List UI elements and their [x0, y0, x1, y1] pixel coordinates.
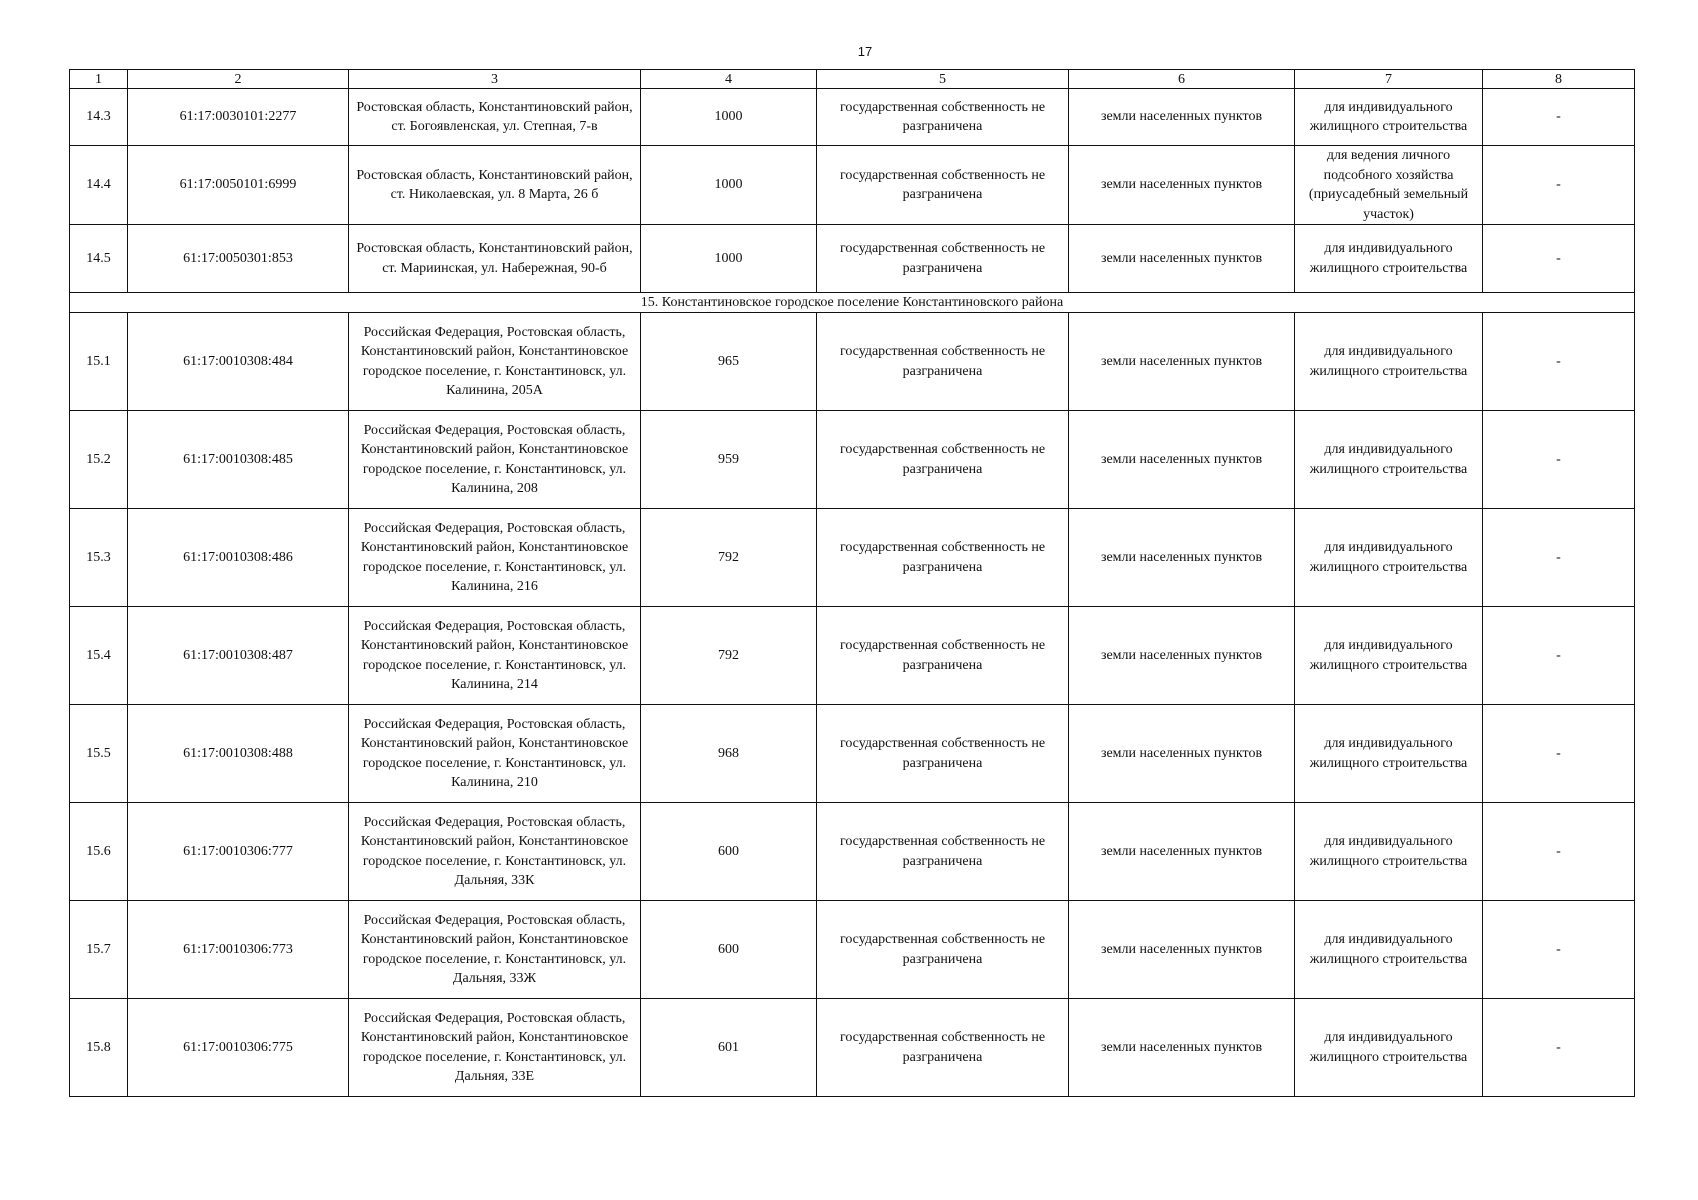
note: - [1483, 146, 1635, 225]
land-category: земли населенных пунктов [1069, 607, 1295, 705]
area: 600 [641, 803, 817, 901]
ownership: государственная собственность не разграничена [817, 225, 1069, 293]
permitted-use: для индивидуального жилищного строительства [1295, 999, 1483, 1097]
address: Российская Федерация, Ростовская область, Константиновский район, Константиновское городское поселение, г. Константиновск, ул. Дальняя, 33Ж [349, 901, 641, 999]
address: Ростовская область, Константиновский район, ст. Николаевская, ул. 8 Марта, 26 б [349, 146, 641, 225]
land-category: земли населенных пунктов [1069, 146, 1295, 225]
ownership: государственная собственность не разграничена [817, 901, 1069, 999]
address: Российская Федерация, Ростовская область, Константиновский район, Константиновское городское поселение, г. Константиновск, ул. Калинина, 216 [349, 509, 641, 607]
cadastral-number: 61:17:0010308:486 [128, 509, 349, 607]
table-row [70, 901, 1635, 999]
address: Российская Федерация, Ростовская область, Константиновский район, Константиновское городское поселение, г. Константиновск, ул. Калинина, 210 [349, 705, 641, 803]
ownership: государственная собственность не разграничена [817, 999, 1069, 1097]
permitted-use: для индивидуального жилищного строительства [1295, 411, 1483, 509]
column-number: 3 [349, 70, 641, 89]
area: 600 [641, 901, 817, 999]
ownership: государственная собственность не разграничена [817, 313, 1069, 411]
ownership: государственная собственность не разграничена [817, 411, 1069, 509]
table-row [70, 803, 1635, 901]
area: 601 [641, 999, 817, 1097]
cadastral-number: 61:17:0010308:488 [128, 705, 349, 803]
address: Ростовская область, Константиновский район, ст. Богоявленская, ул. Степная, 7-в [349, 89, 641, 146]
table-row [70, 411, 1635, 509]
permitted-use: для индивидуального жилищного строительства [1295, 705, 1483, 803]
area: 965 [641, 313, 817, 411]
table-row [70, 313, 1635, 411]
table-row [70, 705, 1635, 803]
cadastral-number: 61:17:0010308:484 [128, 313, 349, 411]
table-row [70, 89, 1635, 146]
address: Российская Федерация, Ростовская область, Константиновский район, Константиновское городское поселение, г. Константиновск, ул. Калинина, 214 [349, 607, 641, 705]
ownership: государственная собственность не разграничена [817, 146, 1069, 225]
row-number: 15.6 [70, 803, 128, 901]
permitted-use: для индивидуального жилищного строительства [1295, 803, 1483, 901]
area: 1000 [641, 146, 817, 225]
row-number: 14.3 [70, 89, 128, 146]
land-category: земли населенных пунктов [1069, 89, 1295, 146]
section-header-row [70, 293, 1635, 313]
permitted-use: для индивидуального жилищного строительства [1295, 607, 1483, 705]
area: 792 [641, 607, 817, 705]
land-plots-table [69, 69, 1635, 1097]
note: - [1483, 901, 1635, 999]
ownership: государственная собственность не разграничена [817, 803, 1069, 901]
permitted-use: для индивидуального жилищного строительства [1295, 225, 1483, 293]
permitted-use: для индивидуального жилищного строительства [1295, 89, 1483, 146]
land-category: земли населенных пунктов [1069, 901, 1295, 999]
column-number: 1 [70, 70, 128, 89]
row-number: 15.2 [70, 411, 128, 509]
land-category: земли населенных пунктов [1069, 225, 1295, 293]
column-number: 4 [641, 70, 817, 89]
cadastral-number: 61:17:0010306:775 [128, 999, 349, 1097]
row-number: 15.8 [70, 999, 128, 1097]
land-category: земли населенных пунктов [1069, 313, 1295, 411]
column-number: 7 [1295, 70, 1483, 89]
note: - [1483, 509, 1635, 607]
column-number: 2 [128, 70, 349, 89]
cadastral-number: 61:17:0010308:485 [128, 411, 349, 509]
note: - [1483, 999, 1635, 1097]
cadastral-number: 61:17:0030101:2277 [128, 89, 349, 146]
row-number: 15.5 [70, 705, 128, 803]
land-category: земли населенных пунктов [1069, 705, 1295, 803]
cadastral-number: 61:17:0010308:487 [128, 607, 349, 705]
address: Российская Федерация, Ростовская область, Константиновский район, Константиновское городское поселение, г. Константиновск, ул. Калинина, 205А [349, 313, 641, 411]
land-category: земли населенных пунктов [1069, 509, 1295, 607]
row-number: 14.5 [70, 225, 128, 293]
table-row [70, 607, 1635, 705]
row-number: 15.4 [70, 607, 128, 705]
row-number: 15.1 [70, 313, 128, 411]
note: - [1483, 313, 1635, 411]
area: 1000 [641, 225, 817, 293]
ownership: государственная собственность не разграничена [817, 509, 1069, 607]
row-number: 15.3 [70, 509, 128, 607]
note: - [1483, 607, 1635, 705]
permitted-use: для индивидуального жилищного строительства [1295, 313, 1483, 411]
row-number: 15.7 [70, 901, 128, 999]
table-row [70, 225, 1635, 293]
ownership: государственная собственность не разграничена [817, 607, 1069, 705]
note: - [1483, 803, 1635, 901]
cadastral-number: 61:17:0010306:777 [128, 803, 349, 901]
ownership: государственная собственность не разграничена [817, 89, 1069, 146]
page-number: 17 [857, 44, 873, 59]
permitted-use: для индивидуального жилищного строительства [1295, 901, 1483, 999]
address: Ростовская область, Константиновский район, ст. Мариинская, ул. Набережная, 90-б [349, 225, 641, 293]
row-number: 14.4 [70, 146, 128, 225]
permitted-use: для индивидуального жилищного строительства [1295, 509, 1483, 607]
column-number: 8 [1483, 70, 1635, 89]
address: Российская Федерация, Ростовская область, Константиновский район, Константиновское городское поселение, г. Константиновск, ул. Дальняя, 33Е [349, 999, 641, 1097]
land-category: земли населенных пунктов [1069, 411, 1295, 509]
note: - [1483, 89, 1635, 146]
note: - [1483, 705, 1635, 803]
area: 959 [641, 411, 817, 509]
table-row [70, 146, 1635, 225]
area: 1000 [641, 89, 817, 146]
section-title: 15. Константиновское городское поселение Константиновского района [70, 293, 1635, 313]
land-category: земли населенных пунктов [1069, 803, 1295, 901]
table-row [70, 999, 1635, 1097]
area: 792 [641, 509, 817, 607]
column-number: 6 [1069, 70, 1295, 89]
ownership: государственная собственность не разграничена [817, 705, 1069, 803]
permitted-use: для ведения личного подсобного хозяйства (приусадебный земельный участок) [1295, 146, 1483, 225]
land-category: земли населенных пунктов [1069, 999, 1295, 1097]
note: - [1483, 225, 1635, 293]
address: Российская Федерация, Ростовская область, Константиновский район, Константиновское городское поселение, г. Константиновск, ул. Дальняя, 33К [349, 803, 641, 901]
note: - [1483, 411, 1635, 509]
table-row [70, 509, 1635, 607]
cadastral-number: 61:17:0050301:853 [128, 225, 349, 293]
cadastral-number: 61:17:0050101:6999 [128, 146, 349, 225]
area: 968 [641, 705, 817, 803]
column-numbers-row [70, 70, 1635, 89]
cadastral-number: 61:17:0010306:773 [128, 901, 349, 999]
column-number: 5 [817, 70, 1069, 89]
address: Российская Федерация, Ростовская область, Константиновский район, Константиновское городское поселение, г. Константиновск, ул. Калинина, 208 [349, 411, 641, 509]
